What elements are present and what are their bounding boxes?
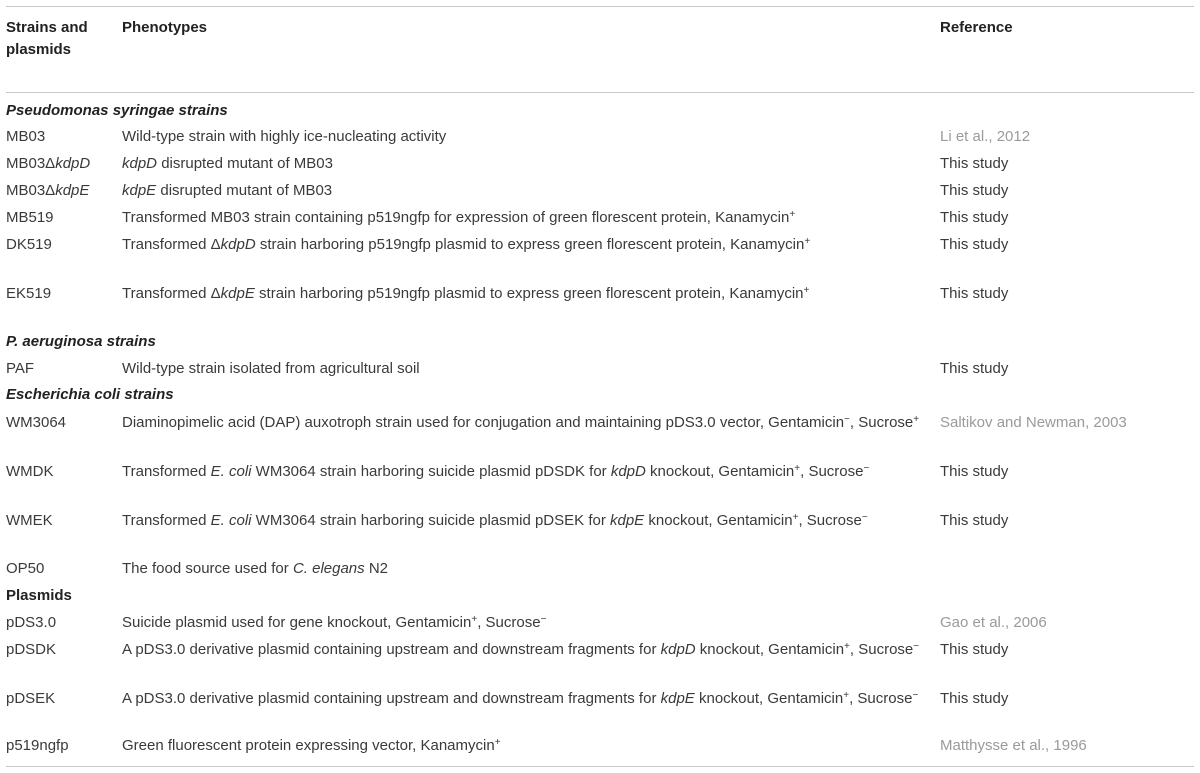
reference-cell: This study (940, 360, 1009, 377)
phenotype-cell: kdpD disrupted mutant of MB03 (122, 155, 333, 172)
header-reference: Reference (940, 19, 1013, 36)
reference-cell: This study (940, 285, 1009, 302)
strain-cell: MB03ΔkdpE (6, 182, 90, 199)
phenotype-cell: Transformed ΔkdpD strain harboring p519ngfp plasmid to express green florescent protein, Kanamycin+ (122, 236, 811, 253)
reference-link[interactable]: Matthysse et al., 1996 (940, 737, 1087, 754)
reference-link[interactable]: Saltikov and Newman, 2003 (940, 414, 1127, 431)
strain-cell: OP50 (6, 560, 45, 577)
table-bottom-rule (6, 766, 1194, 767)
phenotype-cell: kdpE disrupted mutant of MB03 (122, 182, 333, 199)
reference-cell: This study (940, 182, 1009, 199)
phenotype-cell: Transformed ΔkdpE strain harboring p519ngfp plasmid to express green florescent protein, Kanamycin+ (122, 285, 810, 302)
strain-cell: pDS3.0 (6, 614, 57, 631)
strain-cell: WMEK (6, 512, 53, 529)
table-top-rule (6, 6, 1194, 7)
section-p-aeruginosa: P. aeruginosa strains (6, 333, 156, 350)
strain-cell: MB519 (6, 209, 54, 226)
phenotype-cell: A pDS3.0 derivative plasmid containing upstream and downstream fragments for kdpE knockout, Gentamicin+, Sucrose− (122, 690, 919, 707)
header-rule (6, 92, 1194, 93)
strain-cell: pDSEK (6, 690, 56, 707)
reference-cell: This study (940, 690, 1009, 707)
reference-cell: This study (940, 155, 1009, 172)
strain-cell: p519ngfp (6, 737, 69, 754)
strain-cell: WMDK (6, 463, 54, 480)
reference-cell: This study (940, 463, 1009, 480)
phenotype-cell: A pDS3.0 derivative plasmid containing upstream and downstream fragments for kdpD knockout, Gentamicin+, Sucrose− (122, 641, 920, 658)
strain-cell: pDSDK (6, 641, 57, 658)
phenotype-cell: Transformed E. coli WM3064 strain harboring suicide plasmid pDSEK for kdpE knockout, Gentamicin+, Sucrose− (122, 512, 868, 529)
strain-cell: EK519 (6, 285, 52, 302)
section-pseudomonas: Pseudomonas syringae strains (6, 102, 228, 119)
phenotype-cell: Diaminopimelic acid (DAP) auxotroph strain used for conjugation and maintaining pDS3.0 vector, Gentamicin−, Sucrose+ (122, 414, 920, 431)
phenotype-cell: Wild-type strain with highly ice-nucleating activity (122, 128, 447, 145)
phenotype-cell: Green fluorescent protein expressing vector, Kanamycin+ (122, 737, 501, 754)
strain-cell: PAF (6, 360, 35, 377)
section-e-coli: Escherichia coli strains (6, 386, 174, 403)
phenotype-cell: Transformed MB03 strain containing p519ngfp for expression of green florescent protein, Kanamycin+ (122, 209, 796, 226)
header-phenotypes: Phenotypes (122, 19, 208, 36)
reference-cell: This study (940, 236, 1009, 253)
strain-cell: WM3064 (6, 414, 67, 431)
strain-cell: MB03 (6, 128, 46, 145)
phenotype-cell: Wild-type strain isolated from agricultural soil (122, 360, 420, 377)
strain-cell: MB03ΔkdpD (6, 155, 91, 172)
reference-link[interactable]: Li et al., 2012 (940, 128, 1031, 145)
header-strains: Strains and plasmids (6, 19, 88, 58)
section-plasmids: Plasmids (6, 587, 72, 604)
strain-cell: DK519 (6, 236, 52, 253)
reference-link[interactable]: Gao et al., 2006 (940, 614, 1047, 631)
phenotype-cell: Transformed E. coli WM3064 strain harboring suicide plasmid pDSDK for kdpD knockout, Gentamicin+, Sucrose− (122, 463, 870, 480)
reference-cell: This study (940, 512, 1009, 529)
phenotype-cell: Suicide plasmid used for gene knockout, Gentamicin+, Sucrose− (122, 614, 547, 631)
reference-cell: This study (940, 209, 1009, 226)
reference-cell: This study (940, 641, 1009, 658)
phenotype-cell: The food source used for C. elegans N2 (122, 560, 388, 577)
